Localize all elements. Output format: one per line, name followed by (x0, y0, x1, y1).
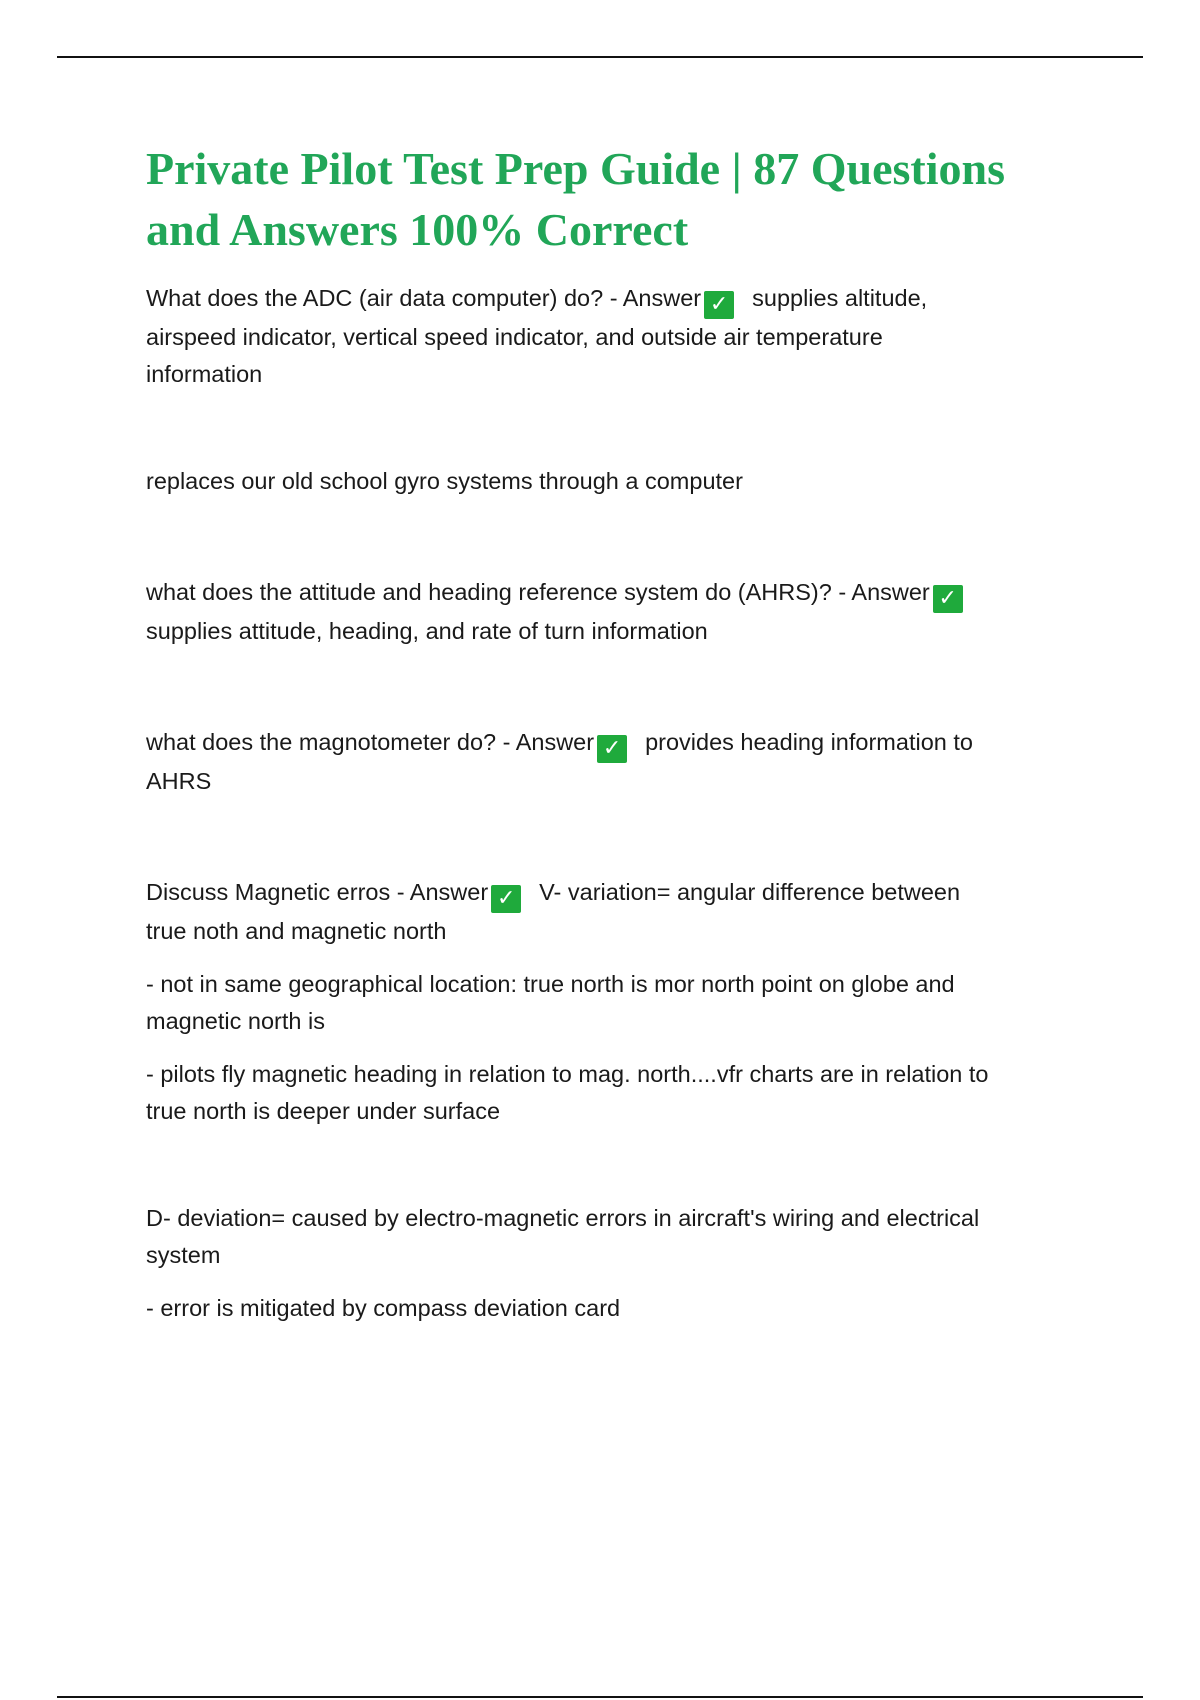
qa-item-adc (146, 280, 1096, 393)
qa-question-line (146, 724, 1096, 763)
answer-continuation: true noth and magnetic north (146, 918, 447, 944)
qa-item-deviation (146, 1200, 1096, 1327)
qa-question-line (146, 280, 1096, 319)
qa-item-magnetometer (146, 724, 1096, 800)
answer-text: supplies altitude, (752, 285, 928, 311)
qa-question-line (146, 874, 1096, 913)
question-text: What does the ADC (air data computer) do? - Answer (146, 285, 702, 311)
answer-continuation: airspeed indicator, vertical speed indicator, and outside air temperature (146, 324, 883, 350)
answer-continuation: information (146, 361, 263, 387)
footer-rule (57, 1696, 1143, 1698)
check-mark-icon: ✓ (491, 885, 521, 913)
qa-item-magnetic-errors (146, 874, 1096, 1130)
answer-text: supplies attitude, heading, and rate of turn information (146, 618, 708, 644)
bullet-line: - error is mitigated by compass deviation card (146, 1295, 621, 1321)
note-text: replaces our old school gyro systems through a computer (146, 468, 743, 494)
document-content (146, 138, 1096, 1327)
title-line-1: Private Pilot Test Prep Guide | 87 Questions (146, 143, 1005, 194)
bullet-continuation: true north is deeper under surface (146, 1098, 501, 1124)
deviation-continuation: system (146, 1242, 221, 1268)
document-title (146, 138, 1096, 260)
answer-text: provides heading information to (645, 729, 973, 755)
answer-continuation: AHRS (146, 768, 212, 794)
bullet-line: - not in same geographical location: true north is mor north point on globe and (146, 971, 955, 997)
question-text: what does the attitude and heading reference system do (AHRS)? - Answer (146, 579, 930, 605)
bullet-continuation: magnetic north is (146, 1008, 325, 1034)
question-text: Discuss Magnetic erros - Answer (146, 879, 489, 905)
qa-question-line (146, 574, 1096, 613)
bullet-line: - pilots fly magnetic heading in relation to mag. north....vfr charts are in relation to (146, 1061, 989, 1087)
answer-text: V- variation= angular difference between (539, 879, 961, 905)
check-mark-icon: ✓ (933, 585, 963, 613)
title-line-2: and Answers 100% Correct (146, 204, 689, 255)
question-text: what does the magnotometer do? - Answer (146, 729, 595, 755)
deviation-line: D- deviation= caused by electro-magnetic errors in aircraft's wiring and electrical (146, 1205, 980, 1231)
header-rule (57, 56, 1143, 58)
check-mark-icon: ✓ (597, 735, 627, 763)
check-mark-icon: ✓ (704, 291, 734, 319)
qa-item-ahrs (146, 574, 1096, 650)
qa-note (146, 463, 1096, 500)
